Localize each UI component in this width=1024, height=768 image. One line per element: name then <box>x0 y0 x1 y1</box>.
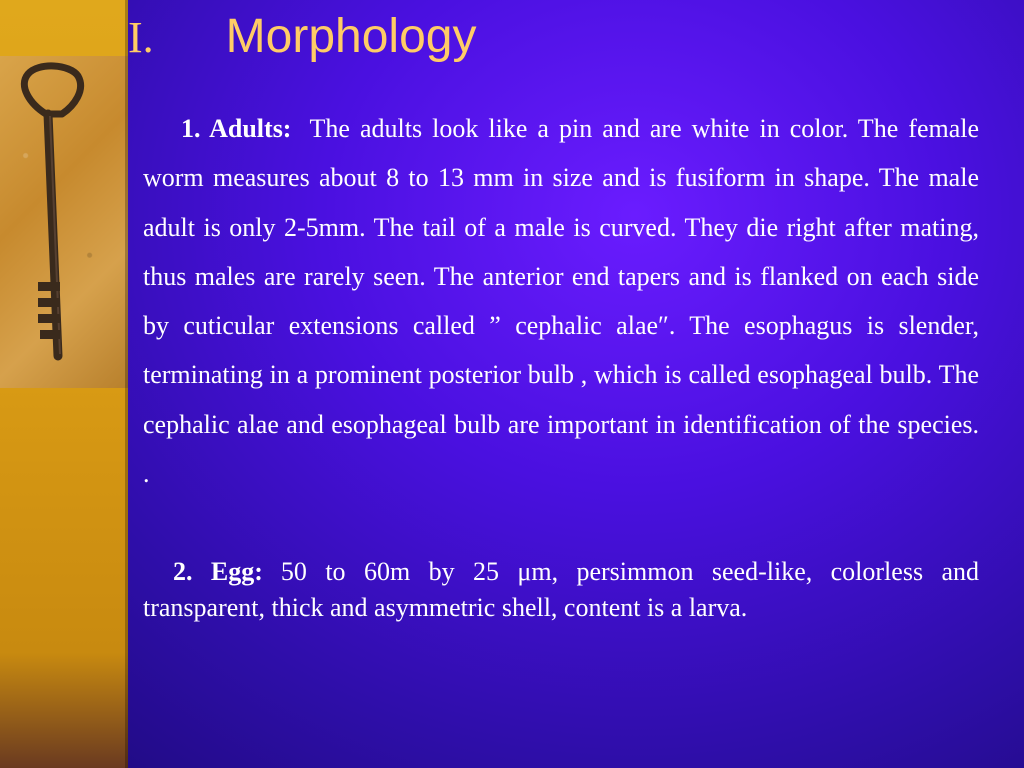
egg-text: 50 to 60m by 25 μm, persimmon seed-like, colorless and transparent, thick and asymmetric shell, content is a larva. <box>143 556 980 622</box>
iron-key-icon <box>0 56 128 388</box>
adults-label: 1. Adults: <box>181 114 292 143</box>
left-accent-bar <box>0 0 128 768</box>
title-number: I. <box>128 13 154 62</box>
slide-body <box>143 104 979 626</box>
adults-text: The adults look like a pin and are white in color. The female worm measures about 8 to 13 mm in size and is fusiform in shape. The male adult is only 2-5mm. The tail of a male is curved. They die right after mating, thus males are rarely seen. The anterior end tapers and is flanked on each side by cuticular extensions called ” cephalic alae″. The esophagus is slender, terminating in a prominent posterior bulb , which is called esophageal bulb. The cephalic alae and esophageal bulb are important in identification of the species. . <box>143 114 980 489</box>
title-text: Morphology <box>225 10 477 63</box>
slide-title <box>128 6 1024 68</box>
egg-paragraph <box>143 554 979 626</box>
egg-label: 2. Egg: <box>173 556 263 586</box>
adults-paragraph <box>143 104 979 548</box>
